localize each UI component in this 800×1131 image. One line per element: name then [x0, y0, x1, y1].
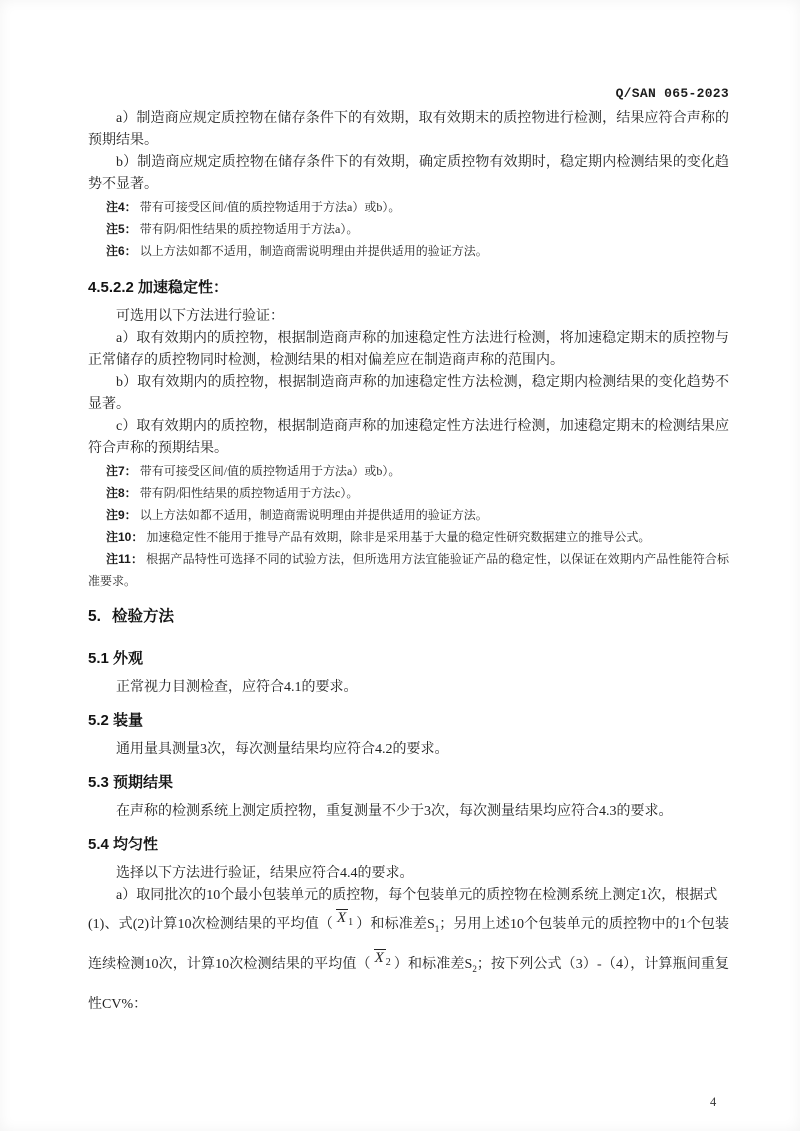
para-5-3: 在声称的检测系统上测定质控物，重复测量不少于3次，每次测量结果均应符合4.3的要求。 [116, 804, 673, 819]
note-7 [88, 460, 729, 482]
formula-seg-5: ；按下列公式（3）-（4），计算瓶间重复性CV%： [88, 957, 729, 1012]
xbar-1-base: X [336, 910, 347, 926]
note-10 [88, 526, 729, 548]
note-11 [88, 548, 729, 592]
stddev-1-subscript: 1 [434, 923, 440, 934]
para-5-1: 正常视力目测检查，应符合4.1的要求。 [116, 680, 358, 695]
para-5-2: 通用量具测量3次，每次测量结果均应符合4.2的要求。 [116, 742, 449, 757]
page-content [88, 86, 729, 1023]
heading-5-1: 5.1 外观 [88, 650, 144, 667]
note-5-text: 带有阴/阳性结果的质控物适用于方法a）。 [139, 222, 359, 236]
heading-5-3: 5.3 预期结果 [88, 774, 174, 791]
note-6-label: 注6： [106, 244, 137, 258]
note-6 [88, 240, 729, 262]
heading-section-5 [88, 606, 729, 627]
note-11-label: 注11： [106, 552, 144, 566]
stddev-2-subscript: 2 [472, 963, 477, 974]
note-5 [88, 218, 729, 240]
note-9-label: 注9： [106, 508, 137, 522]
para-5-4-a-line1: a）取同批次的10个最小包装单元的质控物，每个包装单元的质控物在检测系统上测定1次，根据式 [116, 888, 718, 903]
note-5-label: 注5： [106, 222, 137, 236]
xbar-2-subscript: 2 [385, 957, 391, 968]
xbar-2-base: X [374, 950, 384, 966]
heading-5-2: 5.2 装量 [88, 712, 144, 729]
accel-intro: 可选用以下方法进行验证： [116, 309, 284, 324]
doc-number-header: Q/SAN 065-2023 [615, 86, 729, 101]
formula-seg-2: ）和标准差S [356, 917, 435, 932]
note-8-label: 注8： [106, 486, 137, 500]
para-5-4-a-formula [88, 907, 729, 1023]
note-9 [88, 504, 729, 526]
xbar-mean-1 [336, 901, 353, 941]
storage-para-a: a）制造商应规定质控物在储存条件下的有效期，取有效期末的质控物进行检测，结果应符合声称的预期结果。 [88, 111, 729, 148]
para-5-4-intro: 选择以下方法进行验证，结果应符合4.4的要求。 [116, 866, 414, 881]
note-10-text: 加速稳定性不能用于推导产品有效期，除非是采用基于大量的稳定性研究数据建立的推导公式。 [146, 530, 651, 544]
note-8 [88, 482, 729, 504]
note-4-text: 带有可接受区间/值的质控物适用于方法a）或b）。 [139, 200, 401, 214]
note-7-text: 带有可接受区间/值的质控物适用于方法a）或b）。 [139, 464, 401, 478]
note-4-label: 注4： [106, 200, 137, 214]
accel-para-c: c）取有效期内的质控物，根据制造商声称的加速稳定性方法进行检测，加速稳定期末的检测结果应符合声称的预期结果。 [88, 419, 729, 456]
section-5-title: 检验方法 [111, 608, 174, 625]
xbar-1-subscript: 1 [348, 917, 354, 928]
storage-para-b: b）制造商应规定质控物在储存条件下的有效期，确定质控物有效期时，稳定期内检测结果的变化趋势不显著。 [88, 155, 729, 192]
formula-seg-1: (1)、式(2)计算10次检测结果的平均值（ [88, 917, 333, 932]
accel-para-b: b）取有效期内的质控物，根据制造商声称的加速稳定性方法检测，稳定期内检测结果的变化趋势不显著。 [88, 375, 729, 412]
note-11-text: 根据产品特性可选择不同的试验方法，但所选用方法宜能验证产品的稳定性，以保证在效期内产品性能符合标准要求。 [88, 552, 729, 588]
note-6-text: 以上方法如都不适用，制造商需说明理由并提供适用的验证方法。 [139, 244, 488, 258]
note-4 [88, 196, 729, 218]
note-7-label: 注7： [106, 464, 137, 478]
section-5-number: 5. [88, 608, 101, 625]
accel-para-a: a）取有效期内的质控物，根据制造商声称的加速稳定性方法进行检测，将加速稳定期末的质控物与正常储存的质控物同时检测，检测结果的相对偏差应在制造商声称的范围内。 [88, 331, 729, 368]
xbar-mean-2 [374, 941, 391, 981]
formula-seg-4: ）和标准差S [393, 957, 473, 972]
heading-5-4: 5.4 均匀性 [88, 836, 159, 853]
formula-seg-3: ；另用上述10个包装单元的质控物中的1个包装连续检测10次，计算10次检测结果的平均值（ [88, 917, 729, 972]
heading-accelerated-stability: 4.5.2.2 加速稳定性： [88, 279, 229, 296]
note-10-label: 注10： [106, 530, 144, 544]
note-9-text: 以上方法如都不适用，制造商需说明理由并提供适用的验证方法。 [139, 508, 488, 522]
note-8-text: 带有阴/阳性结果的质控物适用于方法c）。 [139, 486, 359, 500]
page-number: 4 [710, 1095, 717, 1109]
